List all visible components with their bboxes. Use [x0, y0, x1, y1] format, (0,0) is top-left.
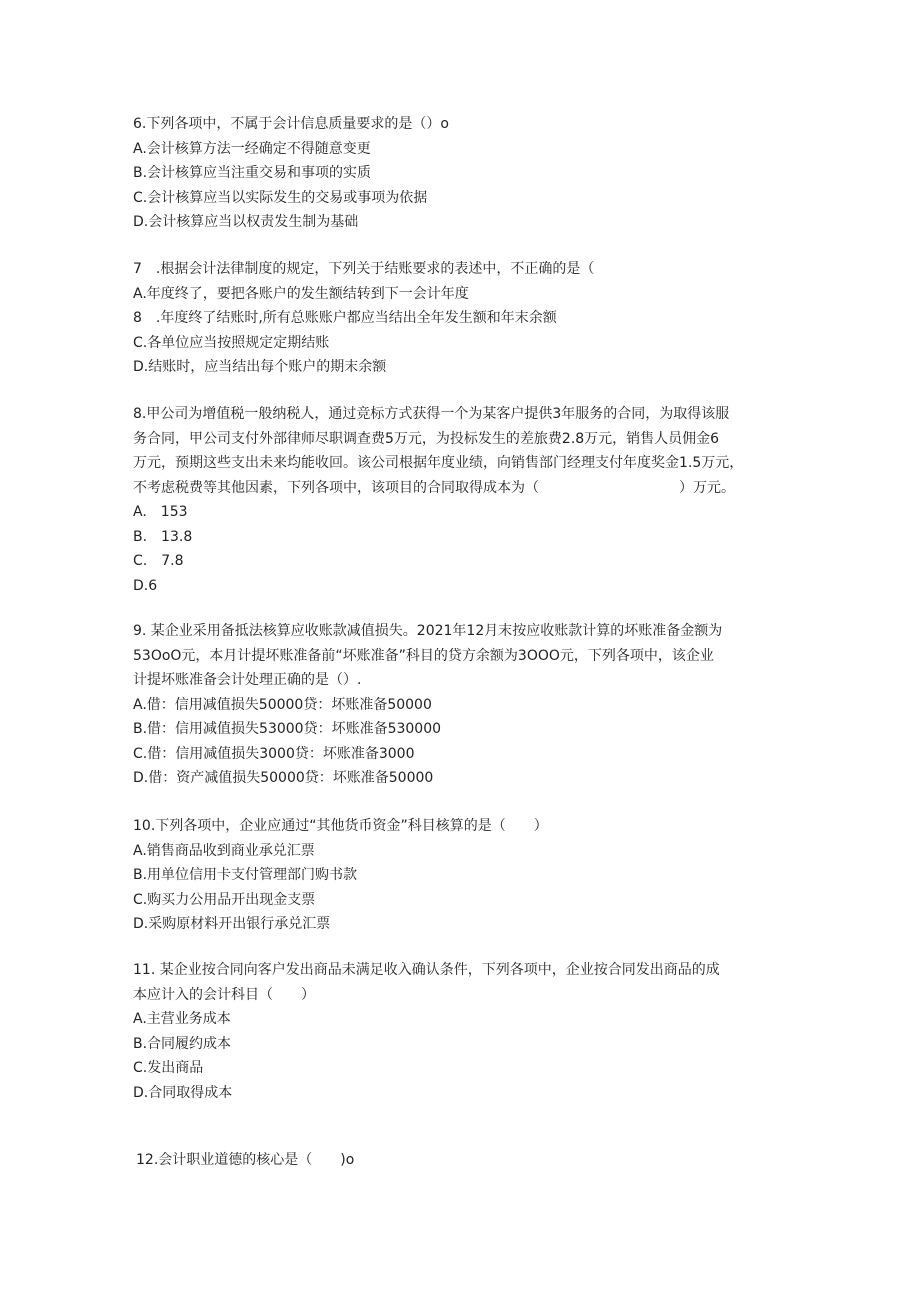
question-stem-line: 务合同，甲公司支付外部律师尽职调查费5万元，为投标发生的差旅费2.8万元，销售人员佣金6 [133, 430, 720, 447]
question-stem-line: 11. 某企业按合同向客户发出商品未满足收入确认条件，下列各项中，企业按合同发出商品的成 [133, 962, 720, 978]
question-stem-line: 万元，预期这些支出未来均能收回。该公司根据年度业绩，向销售部门经理支付年度奖金1.5万元， [133, 455, 744, 471]
question-12 [133, 1148, 803, 1173]
question-7 [133, 257, 803, 380]
option-d: D.6 [133, 577, 158, 594]
option-a: A.借：信用减值损失50000贷：坏账准备50000 [133, 696, 432, 713]
option-a: A.销售商品收到商业承兑汇票 [133, 842, 315, 859]
option-b: B.合同履约成本 [133, 1035, 232, 1052]
option-a: A. 153 [133, 504, 188, 520]
option-b: 8 .年度终了结账时,所有总账账户都应当结出全年发生额和年末余额 [133, 310, 557, 326]
option-c: C.会计核算应当以实际发生的交易或事项为依据 [133, 189, 428, 206]
option-b: B.用单位信用卡支付管理部门购书款 [133, 867, 358, 883]
question-10 [133, 814, 803, 937]
question-stem-line: 计提坏账准备会计处理正确的是（）. [133, 672, 362, 688]
question-11 [133, 958, 803, 1105]
option-b: B. 13.8 [133, 528, 193, 545]
question-stem-line: 9. 某企业采用备抵法核算应收账款减值损失。2021年12月末按应收账款计算的坏账准备金额为 [133, 623, 723, 639]
question-stem: 10.下列各项中，企业应通过“其他货币资金”科目核算的是（ ） [133, 818, 548, 834]
option-a: A.会计核算方法一经确定不得随意变更 [133, 140, 371, 157]
option-c: C. 7.8 [133, 553, 184, 569]
question-9 [133, 619, 803, 791]
question-stem-line: 8.甲公司为增值税一般纳税人，通过竞标方式获得一个为某客户提供3年服务的合同，为取得该服 [133, 406, 730, 422]
option-a: A.主营业务成本 [133, 1011, 231, 1027]
option-d: D.合同取得成本 [133, 1084, 233, 1101]
option-d: D.结账时，应当结出每个账户的期末余额 [133, 359, 387, 375]
question-stem: 7 .根据会计法律制度的规定，下列关于结账要求的表述中，不正确的是（ [133, 261, 595, 277]
question-6 [133, 112, 803, 235]
option-c: C.借：信用减值损失3000贷：坏账准备3000 [133, 745, 415, 762]
question-stem-line: 53OoO元，本月计提坏账准备前“坏账准备”科目的贷方余额为3OOO元，下列各项中，该企业 [133, 647, 714, 664]
question-stem-line: 本应计入的会计科目（ ） [133, 986, 315, 1003]
option-c: C.购买力公用品开出现金支票 [133, 891, 316, 908]
option-b: B.借：信用减值损失53000贷：坏账准备530000 [133, 721, 442, 737]
option-d: D.借：资产减值损失50000贷：坏账准备50000 [133, 770, 434, 786]
option-d: D.采购原材料开出银行承兑汇票 [133, 916, 331, 932]
question-8 [133, 402, 803, 598]
option-a: A.年度终了，要把各账户的发生额结转到下一会计年度 [133, 285, 469, 302]
option-c: C.各单位应当按照规定定期结账 [133, 334, 330, 351]
option-d: D.会计核算应当以权责发生制为基础 [133, 214, 359, 230]
question-stem-line: 不考虑税费等其他因素，下列各项中，该项目的合同取得成本为（ ）万元。 [133, 479, 735, 496]
question-stem: 12.会计职业道德的核心是（ )o [136, 1152, 355, 1168]
option-c: C.发出商品 [133, 1060, 204, 1076]
question-stem: 6.下列各项中，不属于会计信息质量要求的是（）o [133, 116, 449, 132]
option-b: B.会计核算应当注重交易和事项的实质 [133, 165, 372, 181]
